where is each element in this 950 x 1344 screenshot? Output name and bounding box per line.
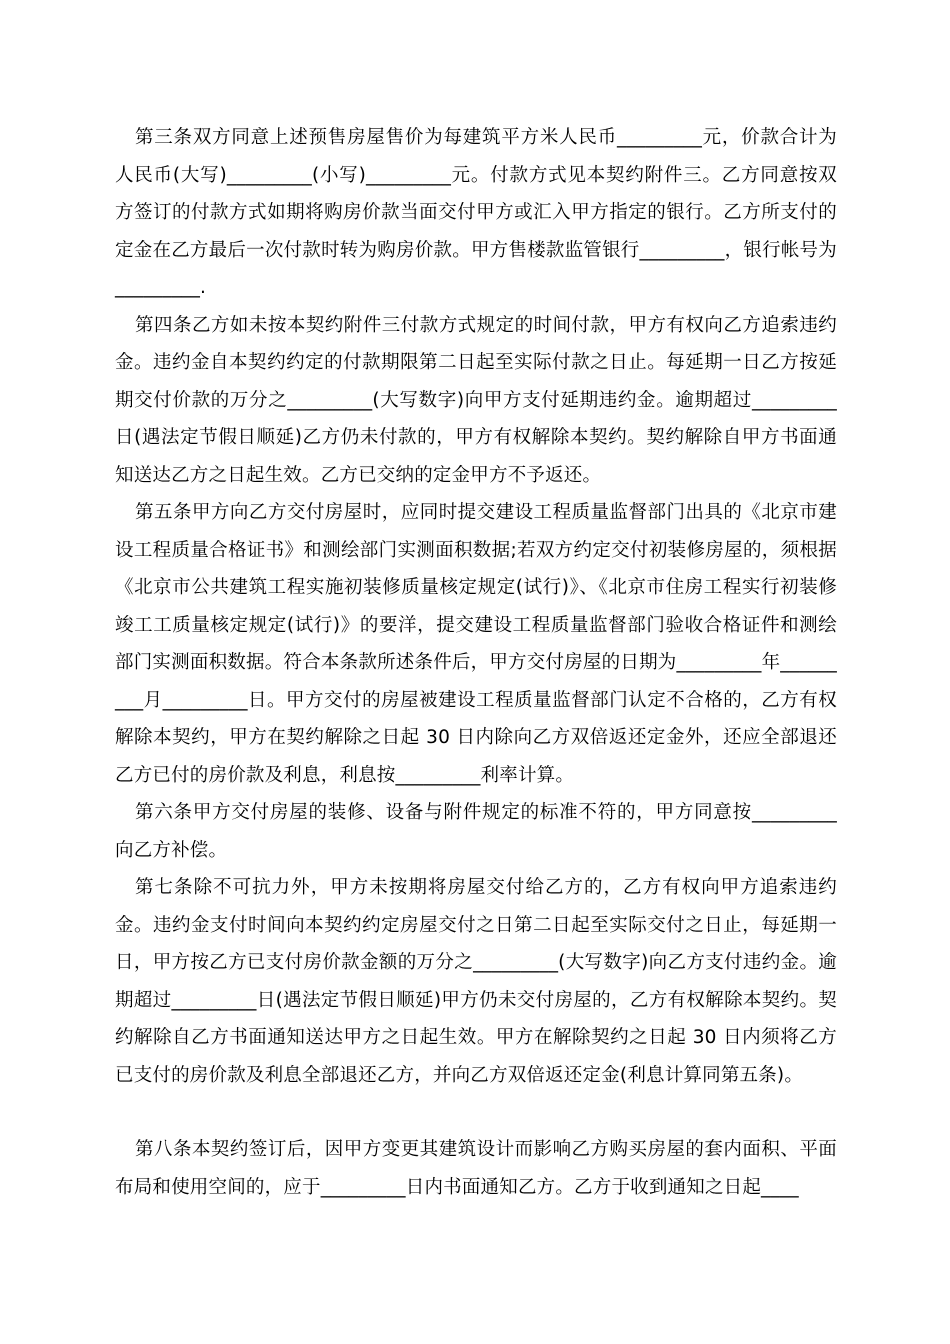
paragraph-spacer [115, 1094, 837, 1131]
contract-body [115, 119, 837, 1206]
article-3-paragraph: 第三条双方同意上述预售房屋售价为每建筑平方米人民币_________元，价款合计为人民币(大写)_________(小写)_________元。付款方式见本契约附件三。乙方同意按双方签订的付款方式如期将购房价款当面交付甲方或汇入甲方指定的银行。乙方所支付的定金在乙方最后一次付款时转为购房价款。甲方售楼款监管银行_________，银行帐号为_________. [115, 127, 837, 298]
article-8-paragraph: 第八条本契约签订后，因甲方变更其建筑设计而影响乙方购买房屋的套内面积、平面布局和使用空间的，应于_________日内书面通知乙方。乙方于收到通知之日起____ [115, 1139, 837, 1198]
article-4-paragraph: 第四条乙方如未按本契约附件三付款方式规定的时间付款，甲方有权向乙方追索违约金。违约金自本契约约定的付款期限第二日起至实际付款之日止。每延期一日乙方按延期交付价款的万分之_________(大写数字)向甲方支付延期违约金。逾期超过_________日(遇法定节假日顺延)乙方仍未付款的，甲方有权解除本契约。契约解除自甲方书面通知送达乙方之日起生效。乙方已交纳的定金甲方不予返还。 [115, 314, 837, 486]
article-6-paragraph: 第六条甲方交付房屋的装修、设备与附件规定的标准不符的，甲方同意按_________向乙方补偿。 [115, 802, 837, 861]
article-7-paragraph: 第七条除不可抗力外，甲方未按期将房屋交付给乙方的，乙方有权向甲方追索违约金。违约金支付时间向本契约约定房屋交付之日第二日起至实际交付之日止，每延期一日，甲方按乙方已支付房价款金额的万分之_________(大写数字)向乙方支付违约金。逾期超过_________日(遇法定节假日顺延)甲方仍未交付房屋的，乙方有权解除本契约。契约解除自乙方书面通知送达甲方之日起生效。甲方在解除契约之日起 30 日内须将乙方已支付的房价款及利息全部退还乙方，并向乙方双倍返还定金(利息计算同第五条)。 [115, 877, 837, 1086]
article-5-paragraph: 第五条甲方向乙方交付房屋时，应同时提交建设工程质量监督部门出具的《北京市建设工程质量合格证书》和测绘部门实测面积数据;若双方约定交付初装修房屋的，须根据《北京市公共建筑工程实施初装修质量核定规定(试行)》、《北京市住房工程实行初装修竣工工质量核定规定(试行)》的要洋，提交建设工程质量监督部门验收合格证件和测绘部门实测面积数据。符合本条款所述条件后，甲方交付房屋的日期为_________年_________月_________日。甲方交付的房屋被建设工程质量监督部门认定不合格的，乙方有权解除本契约，甲方在契约解除之日起 30 日内除向乙方双倍返还定金外，还应全部退还乙方已付的房价款及利息，利息按_________利率计算。 [115, 502, 837, 786]
